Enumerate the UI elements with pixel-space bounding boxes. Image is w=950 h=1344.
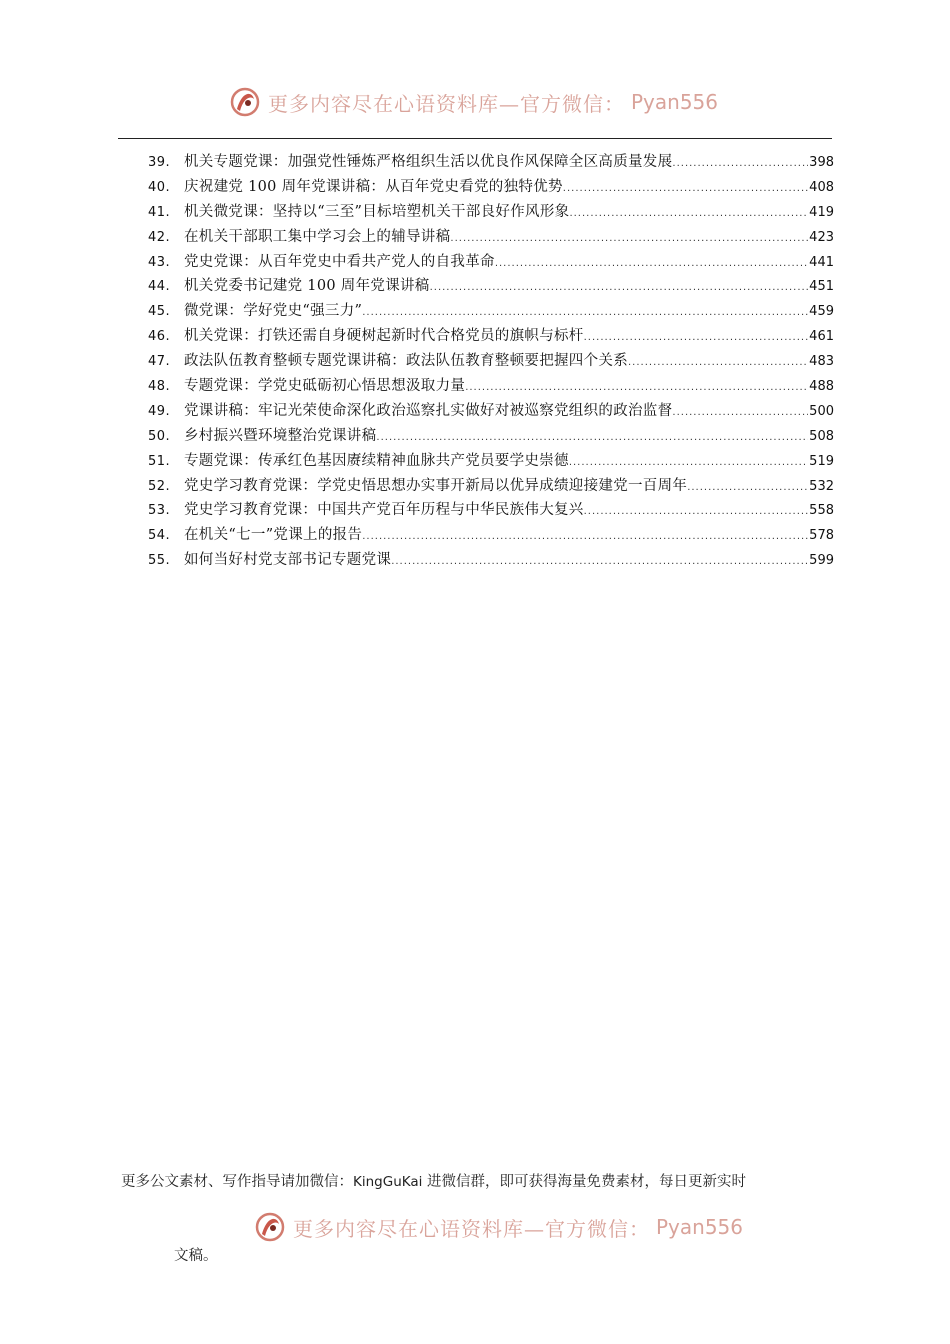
swirl-logo-icon xyxy=(253,1210,287,1244)
footer-note-tail: 文稿。 xyxy=(174,1248,218,1264)
toc-entry-title[interactable]: 党史学习教育党课：学党史悟思想办实事开新局以优异成绩迎接建党一百周年 xyxy=(184,477,688,494)
watermark-footer xyxy=(253,1210,743,1244)
toc-entry-title[interactable]: 专题党课：传承红色基因赓续精神血脉共产党员要学史崇德 xyxy=(184,452,569,469)
toc-entry[interactable] xyxy=(148,374,834,399)
toc-entry-page[interactable]: 500 xyxy=(809,403,834,419)
toc-dot-leader xyxy=(362,525,808,550)
toc-entry[interactable] xyxy=(148,274,834,299)
toc-entry[interactable] xyxy=(148,523,834,548)
toc-entry-number: 40. xyxy=(148,179,171,195)
toc-entry-page[interactable]: 423 xyxy=(809,229,834,245)
watermark-id: Pyan556 xyxy=(656,1215,744,1239)
toc-entry-number: 39. xyxy=(148,155,171,170)
toc-dot-leader xyxy=(362,301,808,326)
toc-entry-page[interactable]: 441 xyxy=(809,254,834,270)
watermark-text: 更多内容尽在心语资料库—官方微信： xyxy=(293,1216,650,1241)
table-of-contents xyxy=(148,150,834,573)
toc-entry-title[interactable]: 乡村振兴暨环境整治党课讲稿 xyxy=(184,427,377,444)
toc-entry[interactable] xyxy=(148,225,834,250)
toc-entry[interactable] xyxy=(148,250,834,275)
toc-entry-title[interactable]: 微党课：学好党史“强三力” xyxy=(184,303,363,320)
toc-entry-page[interactable]: 398 xyxy=(809,155,834,170)
toc-dot-leader xyxy=(495,252,808,277)
toc-entry[interactable] xyxy=(148,498,834,523)
toc-dot-leader xyxy=(376,426,808,451)
toc-entry-number: 47. xyxy=(148,354,171,370)
toc-entry-page[interactable]: 532 xyxy=(809,478,834,494)
toc-entry[interactable] xyxy=(148,299,834,324)
toc-entry-title[interactable]: 机关党课：打铁还需自身硬树起新时代合格党员的旗帜与标杆 xyxy=(184,328,584,345)
toc-entry-number: 52. xyxy=(148,478,171,494)
footer-note-part2: 进微信群，即可获得海量免费素材，每日更新实时 xyxy=(422,1174,746,1190)
footer-wechat-id: KingGuKai xyxy=(353,1174,423,1190)
toc-entry-number: 54. xyxy=(148,528,171,544)
toc-entry-page[interactable]: 461 xyxy=(809,329,834,345)
footer-note xyxy=(121,1170,833,1194)
footer-note-part1: 更多公文素材、写作指导请加微信： xyxy=(121,1174,353,1190)
toc-entry-title[interactable]: 党史党课：从百年党史中看共产党人的自我革命 xyxy=(184,253,495,270)
toc-entry-page[interactable]: 519 xyxy=(809,453,834,469)
toc-entry-page[interactable]: 459 xyxy=(809,304,834,320)
toc-entry-title[interactable]: 如何当好村党支部书记专题党课 xyxy=(184,552,392,569)
toc-entry[interactable] xyxy=(148,449,834,474)
toc-entry[interactable] xyxy=(148,150,834,175)
toc-entry-page[interactable]: 508 xyxy=(809,428,834,444)
toc-entry-number: 53. xyxy=(148,503,171,519)
toc-entry-number: 42. xyxy=(148,229,171,245)
watermark-text: 更多内容尽在心语资料库—官方微信： xyxy=(268,91,625,116)
toc-entry[interactable] xyxy=(148,474,834,499)
toc-dot-leader xyxy=(687,476,808,501)
toc-entry-number: 45. xyxy=(148,304,171,320)
toc-entry-number: 46. xyxy=(148,329,171,345)
toc-entry-title[interactable]: 机关党委书记建党 100 周年党课讲稿 xyxy=(184,278,430,295)
swirl-logo-icon xyxy=(228,85,262,119)
toc-entry-number: 44. xyxy=(148,279,171,295)
toc-entry-title[interactable]: 机关专题党课：加强党性锤炼严格组织生活以优良作风保障全区高质量发展 xyxy=(184,154,673,170)
toc-dot-leader xyxy=(584,500,809,525)
toc-entry-title[interactable]: 在机关干部职工集中学习会上的辅导讲稿 xyxy=(184,228,451,245)
toc-entry-page[interactable]: 451 xyxy=(809,279,834,295)
toc-entry[interactable] xyxy=(148,399,834,424)
toc-entry-title[interactable]: 在机关“七一”党课上的报告 xyxy=(184,527,363,544)
toc-dot-leader xyxy=(450,227,808,252)
toc-entry-title[interactable]: 党史学习教育党课：中国共产党百年历程与中华民族伟大复兴 xyxy=(184,502,584,519)
toc-entry-page[interactable]: 408 xyxy=(809,179,834,195)
toc-dot-leader xyxy=(563,177,808,202)
toc-entry[interactable] xyxy=(148,324,834,349)
toc-entry-page[interactable]: 488 xyxy=(809,379,834,395)
toc-entry-title[interactable]: 机关微党课：坚持以“三至”目标培塑机关干部良好作风形象 xyxy=(184,203,570,220)
toc-entry-number: 49. xyxy=(148,403,171,419)
toc-entry-number: 48. xyxy=(148,379,171,395)
toc-dot-leader xyxy=(391,550,808,575)
toc-dot-leader xyxy=(672,401,808,426)
toc-entry-page[interactable]: 558 xyxy=(809,503,834,519)
toc-entry-title[interactable]: 专题党课：学党史砥砺初心悟思想汲取力量 xyxy=(184,378,466,395)
toc-entry-number: 43. xyxy=(148,254,171,270)
toc-dot-leader xyxy=(465,376,808,401)
toc-dot-leader xyxy=(584,326,809,351)
toc-dot-leader xyxy=(672,152,808,177)
toc-entry-page[interactable]: 419 xyxy=(809,204,834,220)
toc-entry-number: 51. xyxy=(148,453,171,469)
toc-entry[interactable] xyxy=(148,200,834,225)
toc-entry[interactable] xyxy=(148,175,834,200)
toc-entry-page[interactable]: 599 xyxy=(809,553,834,569)
toc-dot-leader xyxy=(628,351,808,376)
watermark-header xyxy=(228,85,718,119)
toc-entry-title[interactable]: 政法队伍教育整顿专题党课讲稿：政法队伍教育整顿要把握四个关系 xyxy=(184,353,628,370)
header-rule xyxy=(118,138,832,139)
toc-entry-number: 50. xyxy=(148,428,171,444)
toc-entry-title[interactable]: 庆祝建党 100 周年党课讲稿：从百年党史看党的独特优势 xyxy=(184,178,563,195)
toc-dot-leader xyxy=(569,451,808,476)
toc-entry-page[interactable]: 578 xyxy=(809,528,834,544)
toc-entry-number: 41. xyxy=(148,204,171,220)
toc-dot-leader xyxy=(569,202,808,227)
watermark-id: Pyan556 xyxy=(631,90,719,114)
toc-entry[interactable] xyxy=(148,349,834,374)
toc-entry-page[interactable]: 483 xyxy=(809,354,834,370)
toc-entry[interactable] xyxy=(148,424,834,449)
toc-dot-leader xyxy=(430,276,809,301)
toc-entry-title[interactable]: 党课讲稿：牢记光荣使命深化政治巡察扎实做好对被巡察党组织的政治监督 xyxy=(184,402,673,419)
toc-entry[interactable] xyxy=(148,548,834,573)
toc-entry-number: 55. xyxy=(148,553,171,569)
